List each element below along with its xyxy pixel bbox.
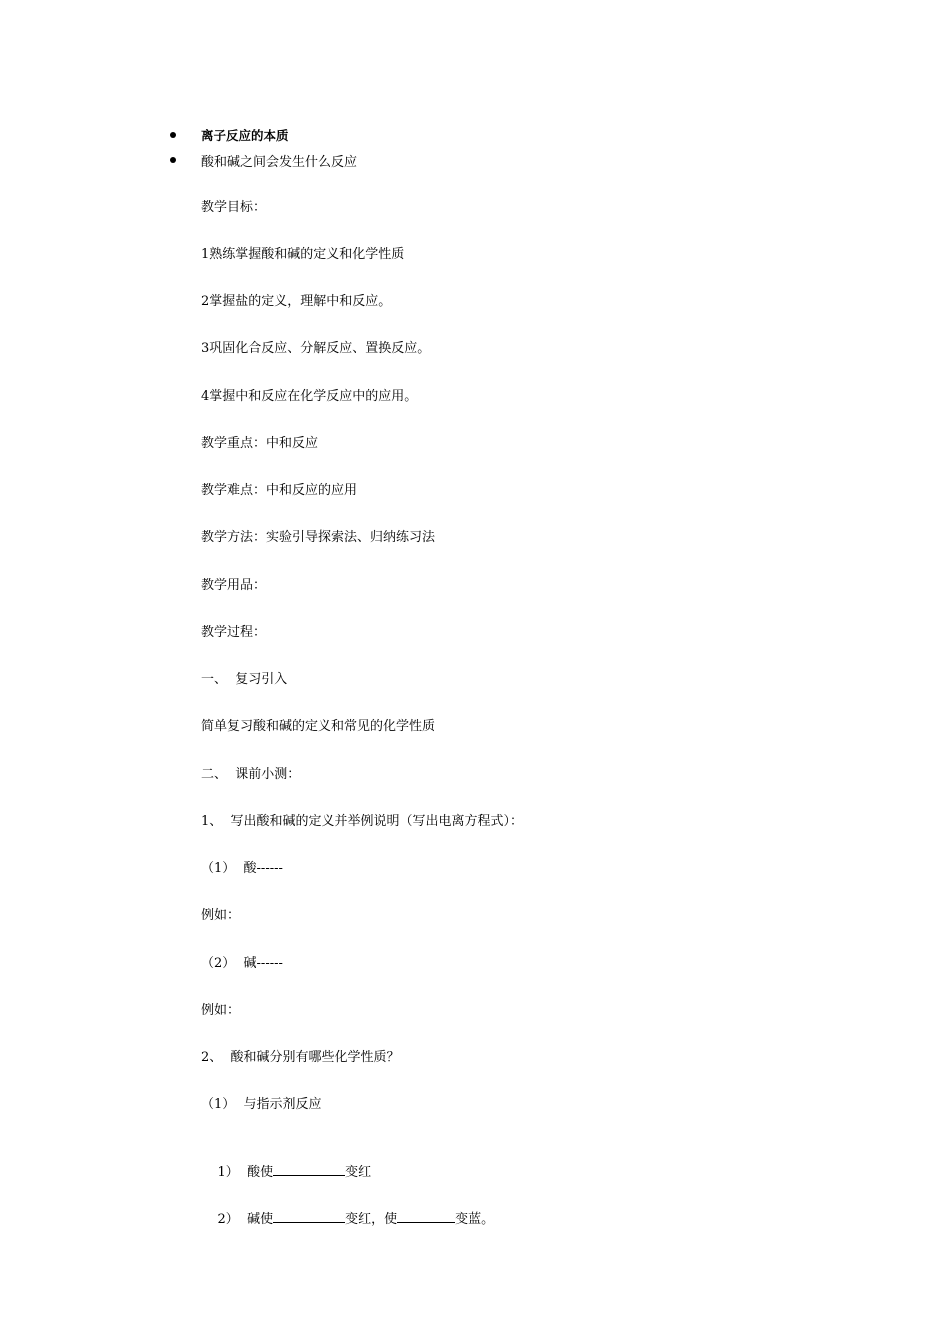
blank-underline (273, 1210, 345, 1223)
text-line: 教学过程： (201, 625, 267, 640)
text-line: 一、 复习引入 (201, 672, 288, 687)
text-line: 3巩固化合反应、分解反应、置换反应。 (201, 341, 431, 356)
bullet-item-2 (170, 150, 357, 170)
text-line: 简单复习酸和碱的定义和常见的化学性质 (201, 719, 436, 734)
text-line: 教学方法：实验引导探索法、归纳练习法 (201, 530, 436, 545)
bullet-dot-icon (170, 157, 176, 163)
bullet-dot-icon (170, 132, 176, 138)
fill-middle: 变红，使 (345, 1212, 398, 1227)
text-line: 2、 酸和碱分别有哪些化学性质？ (201, 1050, 400, 1065)
text-line: 1熟练掌握酸和碱的定义和化学性质 (201, 247, 405, 262)
fill-suffix: 变蓝。 (455, 1212, 495, 1227)
text-line: 教学目标： (201, 200, 267, 215)
bullet-item-1 (170, 125, 289, 145)
fill-blank-line-2 (201, 1190, 494, 1250)
text-line: （2） 碱------ (201, 956, 283, 971)
bullet-subheading: 酸和碱之间会发生什么反应 (201, 154, 358, 170)
text-line: 例如： (201, 908, 241, 923)
text-line: 4掌握中和反应在化学反应中的应用。 (201, 389, 418, 404)
text-line: 例如： (201, 1003, 241, 1018)
text-line: 教学用品： (201, 578, 267, 593)
blank-underline (273, 1163, 345, 1176)
fill-suffix: 变红 (345, 1165, 372, 1180)
text-line: （1） 酸------ (201, 861, 283, 876)
text-line: 教学难点：中和反应的应用 (201, 483, 358, 498)
text-line: （1） 与指示剂反应 (201, 1097, 322, 1112)
blank-underline (397, 1210, 455, 1223)
text-line: 1、 写出酸和碱的定义并举例说明（写出电离方程式）： (201, 814, 524, 829)
fill-prefix: 2） 碱使 (217, 1212, 274, 1227)
text-line: 二、 课前小测： (201, 767, 301, 782)
fill-prefix: 1） 酸使 (217, 1165, 274, 1180)
text-line: 2掌握盐的定义，理解中和反应。 (201, 294, 392, 309)
bullet-heading: 离子反应的本质 (201, 128, 289, 143)
text-line: 教学重点：中和反应 (201, 436, 319, 451)
